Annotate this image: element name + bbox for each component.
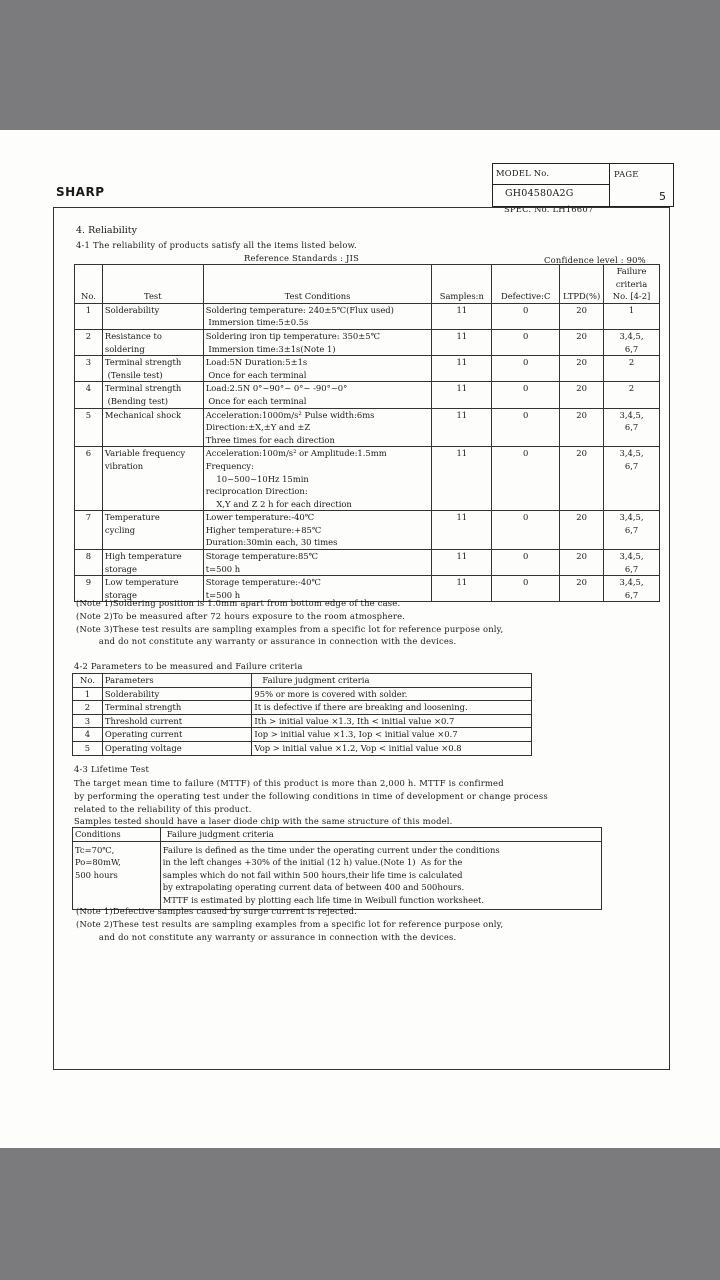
header-test: Test (144, 291, 162, 302)
row-samples: 11 (456, 409, 468, 420)
row-test: Solderability (104, 304, 160, 315)
reliability-row (75, 382, 660, 408)
row-criteria: 2 (628, 357, 635, 368)
row-criteria: 3,4,5, 6,7 (619, 551, 644, 574)
params-no: 5 (84, 742, 91, 753)
row-criteria: 3,4,5, 6,7 (619, 448, 644, 471)
reliability-row (75, 550, 660, 576)
note-line: (Note 3)These test results are sampling examples from a specific lot for reference purpose only, (76, 623, 504, 634)
header-failure-criteria: Failure criteria (615, 266, 648, 289)
reliability-row (75, 408, 660, 447)
params-header-param: Parameters (104, 675, 154, 685)
row-samples: 11 (456, 330, 468, 341)
row-samples: 11 (456, 304, 468, 315)
lifetime-table (72, 827, 602, 910)
row-ltpd: 20 (576, 577, 587, 588)
reliability-row (75, 447, 660, 511)
row-ltpd: 20 (576, 357, 587, 368)
lifetime-header-criteria: Failure judgment criteria (166, 829, 274, 839)
params-name: Solderability (104, 688, 160, 699)
params-row (73, 728, 532, 742)
params-name: Operating current (104, 729, 183, 740)
header-samples: Samples:n (439, 291, 484, 302)
row-defective: 0 (523, 577, 529, 588)
row-defective: 0 (523, 383, 529, 394)
row-samples: 11 (456, 512, 468, 523)
row-samples: 11 (456, 357, 468, 368)
note-line: and do not constitute any warranty or assurance in connection with the devices. (76, 931, 457, 942)
row-test: Mechanical shock (104, 409, 182, 420)
row-ltpd: 20 (576, 304, 587, 315)
row-defective: 0 (523, 330, 529, 341)
row-defective: 0 (523, 409, 529, 420)
row-no: 5 (85, 409, 92, 420)
row-no: 8 (85, 551, 92, 562)
row-defective: 0 (523, 551, 529, 562)
row-test: Terminal strength (Tensile test) (104, 357, 182, 380)
row-conditions: Acceleration:100m/s² or Amplitude:1.5mm Frequency: 10~500~10Hz 15min reciprocation Direction: X,Y and Z 2 h for each direction (205, 448, 387, 509)
params-criteria: Vop > initial value ×1.2, Vop < initial value ×0.8 (254, 742, 462, 753)
row-samples: 11 (456, 448, 468, 459)
note-line: (Note 2)To be measured after 72 hours exposure to the room atmosphere. (76, 610, 406, 621)
row-no: 9 (85, 577, 92, 588)
params-title: 4-2 Parameters to be measured and Failure criteria (74, 661, 303, 671)
lifetime-title: 4-3 Lifetime Test (74, 764, 150, 774)
row-ltpd: 20 (576, 409, 587, 420)
lifetime-line: related to the reliability of this product. (74, 803, 252, 814)
lifetime-line: The target mean time to failure (MTTF) of this product is more than 2,000 h. MTTF is confirmed (74, 778, 504, 788)
row-conditions: Storage temperature:85℃ t=500 h (205, 551, 318, 574)
row-ltpd: 20 (576, 551, 587, 562)
params-criteria: Ith > initial value ×1.3, Ith < initial value ×0.7 (254, 715, 455, 726)
params-row (73, 687, 532, 701)
row-conditions: Soldering iron tip temperature: 350±5℃ Immersion time:3±1s(Note 1) (205, 330, 380, 354)
params-table (72, 673, 532, 756)
row-criteria: 3,4,5, 6,7 (619, 512, 644, 535)
lifetime-header-conditions: Conditions (75, 829, 121, 839)
page-label: PAGE (614, 169, 639, 179)
header-ltpd: LTPD(%) (562, 291, 601, 302)
note-line: and do not constitute any warranty or assurance in connection with the devices. (76, 636, 457, 647)
params-row (73, 741, 532, 755)
row-test: Low temperature storage (104, 577, 179, 600)
params-criteria: 95% or more is covered with solder. (254, 688, 408, 699)
row-criteria: 2 (628, 383, 635, 394)
params-no: 1 (84, 688, 91, 699)
row-criteria: 3,4,5, 6,7 (619, 409, 644, 433)
section-intro: 4-1 The reliability of products satisfy all the items listed below. (76, 240, 357, 250)
lifetime-conditions: Tc=70℃, Po=80mW, 500 hours (75, 844, 121, 880)
row-conditions: Load:2.5N 0°~90°~ 0°~ -90°~0° Once for each terminal (205, 383, 348, 406)
page-number: 5 (659, 190, 666, 203)
row-conditions: Soldering temperature: 240±5℃(Flux used) Immersion time:5±0.5s (205, 304, 394, 328)
lifetime-line: by performing the operating test under the following conditions in time of development or change process (74, 790, 548, 801)
lifetime-line: Samples tested should have a laser diode chip with the same structure of this model. (74, 816, 453, 827)
row-no: 1 (85, 304, 92, 315)
params-header-criteria: Failure judgment criteria (262, 675, 370, 685)
sharp-logo: SHARP (56, 185, 105, 199)
model-label: MODEL No. (496, 168, 550, 178)
row-ltpd: 20 (576, 383, 587, 394)
row-samples: 11 (456, 577, 468, 588)
row-ltpd: 20 (576, 330, 587, 341)
params-name: Operating voltage (104, 742, 182, 753)
reliability-row (75, 356, 660, 382)
notes-2 (76, 905, 503, 943)
row-criteria: 3,4,5, 6,7 (619, 330, 644, 354)
row-test: Temperature cycling (104, 512, 160, 535)
params-row (73, 701, 532, 715)
header-defective: Defective:C (500, 291, 551, 302)
params-no: 2 (84, 702, 91, 713)
note-line: (Note 1)Soldering position is 1.0mm apart from bottom edge of the case. (76, 598, 401, 608)
header-no: No. (81, 291, 96, 302)
reliability-row (75, 329, 660, 355)
reliability-row (75, 511, 660, 550)
spec-number: SPEC. No. LH16607 (504, 204, 594, 214)
reliability-table (74, 264, 660, 602)
row-ltpd: 20 (576, 512, 587, 523)
params-no: 3 (84, 715, 91, 726)
params-name: Terminal strength (104, 702, 182, 713)
row-test: High temperature storage (104, 551, 182, 574)
viewer-bottom-bar (0, 1148, 720, 1280)
params-no: 4 (84, 729, 91, 740)
note-line: (Note 1)Defective samples caused by surge current is rejected. (76, 906, 358, 916)
header-failure-criteria-no: No. [4-2] (612, 291, 651, 302)
row-no: 7 (85, 512, 92, 523)
lifetime-criteria: Failure is defined as the time under the operating current under the conditions in the left changes +30% of the initial (12 h) value.(Note 1) As for the samples which do not fail within 500 hours,their life time is calculated by extrapolating operating current data of between 400 and 500hours. MTTF is estimated by plotting each life time in Weibull function worksheet. (162, 844, 500, 905)
row-defective: 0 (523, 448, 529, 459)
params-row (73, 714, 532, 728)
model-value: GH04580A2G (505, 188, 574, 199)
row-samples: 11 (456, 551, 468, 562)
notes-1 (76, 597, 503, 648)
row-test: Variable frequency vibration (104, 448, 186, 471)
row-no: 3 (85, 357, 92, 368)
row-conditions: Acceleration:1000m/s² Pulse width:6ms Direction:±X,±Y and ±Z Three times for each direction (205, 409, 375, 445)
row-defective: 0 (523, 357, 529, 368)
row-criteria: 1 (628, 304, 635, 315)
row-no: 4 (85, 383, 92, 394)
params-criteria: It is defective if there are breaking and loosening. (254, 702, 468, 713)
row-no: 2 (85, 330, 92, 341)
header-conditions: Test Conditions (284, 291, 351, 302)
row-conditions: Load:5N Duration:5±1s Once for each terminal (205, 357, 308, 380)
reliability-row (75, 303, 660, 329)
row-test: Resistance to soldering (104, 330, 162, 354)
params-header-no: No. (80, 675, 95, 685)
params-criteria: Iop > initial value ×1.3, Iop < initial value ×0.7 (254, 729, 458, 740)
row-criteria: 3,4,5, 6,7 (619, 577, 644, 600)
section-title: 4. Reliability (76, 225, 137, 236)
row-test: Terminal strength (Bending test) (104, 383, 182, 406)
row-samples: 11 (456, 383, 468, 394)
row-conditions: Storage temperature:-40℃ t=500 h (205, 577, 321, 600)
row-ltpd: 20 (576, 448, 587, 459)
reference-standards: Reference Standards : JIS (244, 253, 360, 263)
confidence-level: Confidence level : 90% (544, 255, 646, 265)
row-defective: 0 (523, 512, 529, 523)
params-name: Threshold current (104, 715, 183, 726)
header-box (492, 163, 674, 207)
note-line: (Note 2)These test results are sampling examples from a specific lot for reference purpose only, (76, 918, 504, 929)
viewer-top-bar (0, 0, 720, 130)
document-page (0, 130, 720, 1148)
lifetime-text (74, 777, 548, 828)
row-no: 6 (85, 448, 92, 459)
row-defective: 0 (523, 304, 529, 315)
row-conditions: Lower temperature:-40℃ Higher temperature:+85℃ Duration:30min each, 30 times (205, 512, 338, 548)
